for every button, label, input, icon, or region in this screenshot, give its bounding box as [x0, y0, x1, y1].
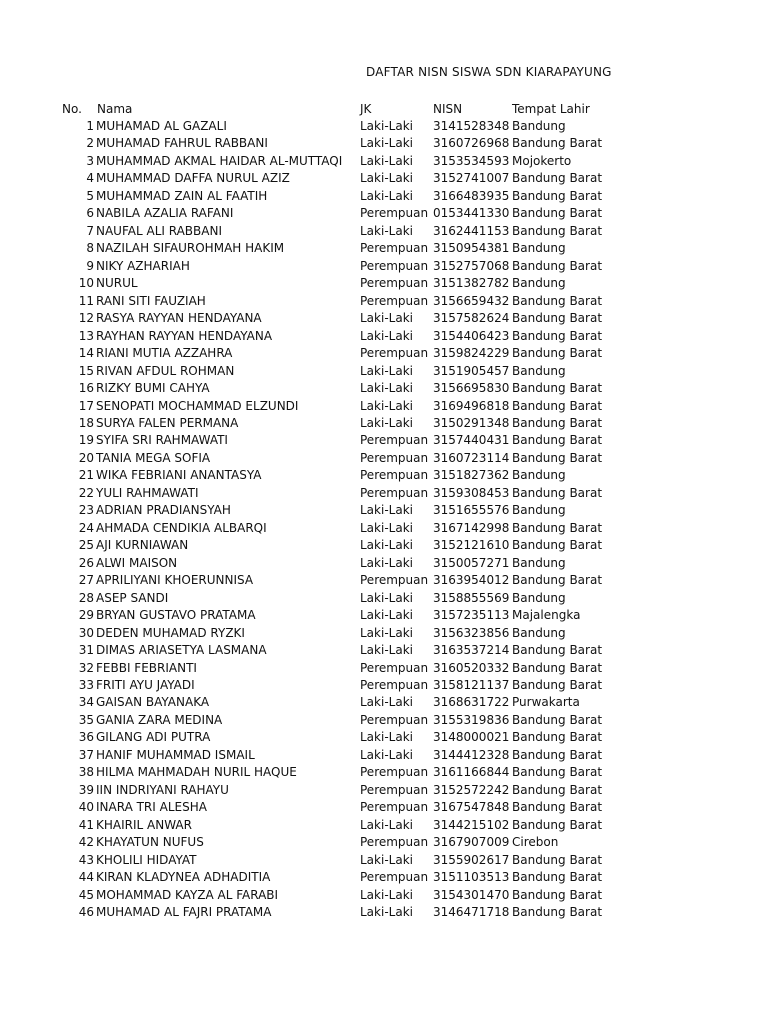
table-row [0, 432, 768, 449]
row-nisn: 3160520332 [433, 660, 510, 675]
table-row [0, 293, 768, 310]
table-row [0, 223, 768, 240]
row-no: 22 [78, 485, 94, 500]
row-jk: Perempuan [360, 293, 429, 308]
row-tempat-lahir: Bandung Barat [512, 905, 603, 920]
row-tempat-lahir: Bandung Barat [512, 678, 603, 692]
row-tempat-lahir: Bandung Barat [512, 817, 603, 832]
row-tempat-lahir: Bandung Barat [512, 887, 603, 902]
row-jk: Perempuan [360, 765, 429, 780]
row-tempat-lahir: Bandung [512, 625, 566, 640]
row-tempat-lahir: Bandung [512, 241, 566, 256]
table-row [0, 677, 768, 694]
row-nisn: 3154406423 [433, 328, 510, 343]
table-row [0, 205, 768, 222]
row-no: 37 [78, 747, 94, 762]
row-no: 44 [78, 870, 94, 885]
row-tempat-lahir: Bandung Barat [512, 747, 603, 762]
row-no: 4 [86, 171, 94, 186]
row-tempat-lahir: Bandung Barat [512, 188, 603, 203]
row-nama: MUHAMAD FAHRUL RABBANI [96, 136, 268, 151]
row-nama: ADRIAN PRADIANSYAH [96, 503, 231, 518]
row-no: 18 [78, 415, 94, 430]
row-jk: Laki-Laki [360, 747, 413, 762]
row-nisn: 3155902617 [433, 852, 510, 867]
table-row [0, 764, 768, 781]
row-no: 30 [78, 625, 94, 640]
row-no: 40 [78, 800, 94, 815]
table-row [0, 310, 768, 327]
row-jk: Laki-Laki [360, 415, 413, 430]
row-nisn: 3158121137 [433, 678, 510, 692]
row-nama: RIZKY BUMI CAHYA [96, 381, 210, 396]
row-jk: Perempuan [360, 870, 429, 885]
row-no: 26 [78, 555, 94, 570]
row-no: 31 [78, 643, 94, 658]
table-row [0, 328, 768, 345]
row-no: 8 [86, 241, 94, 256]
table-row [0, 537, 768, 554]
table-row [0, 240, 768, 257]
row-tempat-lahir: Bandung Barat [512, 538, 603, 553]
row-nama: MOHAMMAD KAYZA AL FARABI [96, 887, 279, 902]
table-row [0, 188, 768, 205]
row-nama: NAUFAL ALI RABBANI [96, 223, 222, 238]
row-nama: BRYAN GUSTAVO PRATAMA [96, 608, 256, 623]
row-jk: Laki-Laki [360, 538, 413, 553]
row-jk: Perempuan [360, 433, 429, 448]
row-no: 20 [78, 450, 94, 465]
table-row [0, 275, 768, 292]
header-nisn: NISN [433, 102, 463, 116]
table-row [0, 642, 768, 659]
row-tempat-lahir: Bandung Barat [512, 136, 603, 151]
row-tempat-lahir: Bandung [512, 276, 566, 291]
row-nisn: 3166483935 [433, 188, 510, 203]
row-tempat-lahir: Bandung Barat [512, 415, 603, 430]
table-row [0, 345, 768, 362]
row-nama: GAISAN BAYANAKA [96, 695, 210, 710]
row-nama: MUHAMMAD DAFFA NURUL AZIZ [96, 171, 290, 186]
row-tempat-lahir: Bandung Barat [512, 311, 603, 326]
row-tempat-lahir: Bandung Barat [512, 433, 603, 448]
row-nama: DIMAS ARIASETYA LASMANA [96, 643, 267, 658]
table-row [0, 607, 768, 624]
row-nama: HANIF MUHAMMAD ISMAIL [96, 747, 255, 762]
row-no: 25 [78, 538, 94, 553]
row-nama: WIKA FEBRIANI ANANTASYA [96, 468, 262, 483]
row-jk: Laki-Laki [360, 608, 413, 623]
row-no: 1 [86, 119, 94, 133]
row-tempat-lahir: Bandung [512, 555, 566, 570]
row-jk: Laki-Laki [360, 136, 413, 151]
row-nisn: 3156659432 [433, 293, 510, 308]
table-row [0, 747, 768, 764]
row-tempat-lahir: Bandung Barat [512, 381, 603, 396]
table-row [0, 555, 768, 572]
row-nisn: 3144412328 [433, 747, 510, 762]
table-row [0, 590, 768, 607]
row-tempat-lahir: Bandung Barat [512, 223, 603, 238]
row-no: 41 [78, 817, 94, 832]
row-no: 21 [78, 468, 94, 483]
row-nama: YULI RAHMAWATI [96, 485, 199, 500]
row-tempat-lahir: Bandung Barat [512, 328, 603, 343]
row-nama: NAZILAH SIFAUROHMAH HAKIM [96, 241, 285, 256]
row-nisn: 3163537214 [433, 643, 510, 658]
row-jk: Perempuan [360, 712, 429, 727]
row-jk: Laki-Laki [360, 852, 413, 867]
row-no: 36 [78, 730, 94, 745]
row-tempat-lahir: Bandung Barat [512, 800, 603, 815]
row-jk: Laki-Laki [360, 730, 413, 745]
row-jk: Laki-Laki [360, 520, 413, 535]
row-nisn: 3146471718 [433, 905, 510, 920]
row-nama: GILANG ADI PUTRA [96, 730, 211, 745]
table-row [0, 467, 768, 484]
table-row [0, 887, 768, 904]
row-jk: Perempuan [360, 206, 429, 221]
row-no: 13 [78, 328, 94, 343]
row-jk: Perempuan [360, 660, 429, 675]
row-nisn: 3161166844 [433, 765, 510, 780]
row-jk: Perempuan [360, 346, 429, 361]
row-no: 14 [78, 346, 94, 361]
row-no: 10 [78, 276, 94, 291]
row-nisn: 3148000021 [433, 730, 510, 745]
row-jk: Laki-Laki [360, 223, 413, 238]
row-tempat-lahir: Bandung Barat [512, 206, 603, 221]
row-jk: Laki-Laki [360, 555, 413, 570]
row-nisn: 3159308453 [433, 485, 510, 500]
row-nisn: 3159824229 [433, 346, 510, 361]
table-row [0, 852, 768, 869]
row-tempat-lahir: Bandung [512, 363, 566, 378]
row-no: 6 [86, 206, 94, 221]
header-tempat-lahir: Tempat Lahir [512, 102, 590, 116]
row-nama: RANI SITI FAUZIAH [96, 293, 206, 308]
table-row [0, 363, 768, 380]
row-nama: SYIFA SRI RAHMAWATI [96, 433, 228, 448]
row-nisn: 3141528348 [433, 119, 510, 133]
row-tempat-lahir: Bandung Barat [512, 450, 603, 465]
row-nisn: 3167907009 [433, 835, 510, 850]
row-tempat-lahir: Bandung [512, 590, 566, 605]
row-no: 12 [78, 311, 94, 326]
row-no: 32 [78, 660, 94, 675]
row-tempat-lahir: Bandung [512, 119, 566, 133]
row-no: 2 [86, 136, 94, 151]
row-nama: NABILA AZALIA RAFANI [96, 206, 234, 221]
row-tempat-lahir: Bandung Barat [512, 643, 603, 658]
row-tempat-lahir: Bandung Barat [512, 293, 603, 308]
row-jk: Perempuan [360, 573, 429, 588]
row-nama: IIN INDRIYANI RAHAYU [96, 782, 229, 797]
row-jk: Perempuan [360, 678, 429, 692]
table-header [0, 101, 768, 118]
row-jk: Laki-Laki [360, 171, 413, 186]
table-row [0, 625, 768, 642]
header-no: No. [62, 102, 82, 116]
row-nama: SURYA FALEN PERMANA [96, 415, 239, 430]
row-nama: AHMADA CENDIKIA ALBARQI [96, 520, 267, 535]
row-nisn: 3151103513 [433, 870, 510, 885]
row-nisn: 3156323856 [433, 625, 510, 640]
row-nama: KHAIRIL ANWAR [96, 817, 192, 832]
table-row [0, 118, 768, 135]
row-nisn: 3152572242 [433, 782, 510, 797]
row-jk: Laki-Laki [360, 363, 413, 378]
header-nama: Nama [97, 102, 133, 116]
row-jk: Perempuan [360, 782, 429, 797]
row-nama: AJI KURNIAWAN [96, 538, 189, 553]
row-nisn: 3150954381 [433, 241, 510, 256]
table-row [0, 485, 768, 502]
row-nisn: 3152741007 [433, 171, 510, 186]
row-nama: MUHAMMAD AKMAL HAIDAR AL-MUTTAQI [96, 153, 343, 168]
row-tempat-lahir: Bandung Barat [512, 782, 603, 797]
row-no: 38 [78, 765, 94, 780]
row-no: 42 [78, 835, 94, 850]
table-row [0, 817, 768, 834]
row-no: 46 [78, 905, 94, 920]
row-nama: KIRAN KLADYNEA ADHADITIA [96, 870, 271, 885]
row-no: 19 [78, 433, 94, 448]
row-no: 24 [78, 520, 94, 535]
row-tempat-lahir: Cirebon [512, 835, 559, 850]
row-tempat-lahir: Bandung Barat [512, 870, 603, 885]
row-tempat-lahir: Mojokerto [512, 153, 572, 168]
table-row [0, 450, 768, 467]
table-row [0, 135, 768, 152]
row-nisn: 3154301470 [433, 887, 510, 902]
row-tempat-lahir: Purwakarta [512, 695, 580, 710]
row-no: 7 [86, 223, 94, 238]
row-nisn: 3163954012 [433, 573, 510, 588]
row-nisn: 3168631722 [433, 695, 510, 710]
row-nama: ALWI MAISON [96, 555, 178, 570]
row-nama: RASYA RAYYAN HENDAYANA [96, 311, 262, 326]
row-tempat-lahir: Bandung Barat [512, 346, 603, 361]
row-nisn: 3157235113 [433, 608, 510, 623]
row-jk: Laki-Laki [360, 905, 413, 920]
row-nisn: 3155319836 [433, 712, 510, 727]
row-jk: Laki-Laki [360, 153, 413, 168]
table-row [0, 258, 768, 275]
table-row [0, 660, 768, 677]
table-row [0, 520, 768, 537]
row-tempat-lahir: Bandung Barat [512, 765, 603, 780]
row-tempat-lahir: Bandung [512, 503, 566, 518]
row-nama: MUHAMAD AL GAZALI [96, 119, 227, 133]
row-tempat-lahir: Bandung Barat [512, 258, 603, 273]
row-nisn: 3151655576 [433, 503, 510, 518]
table-row [0, 380, 768, 397]
row-jk: Perempuan [360, 276, 429, 291]
header-jk: JK [360, 102, 372, 116]
row-nama: ASEP SANDI [96, 590, 169, 605]
row-tempat-lahir: Bandung Barat [512, 730, 603, 745]
row-no: 17 [78, 398, 94, 413]
row-nama: DEDEN MUHAMAD RYZKI [96, 625, 245, 640]
row-nama: NURUL [96, 276, 138, 291]
row-no: 15 [78, 363, 94, 378]
table-row [0, 415, 768, 432]
row-jk: Perempuan [360, 835, 429, 850]
row-nisn: 3162441153 [433, 223, 510, 238]
row-nama: MUHAMMAD ZAIN AL FAATIH [96, 188, 268, 203]
row-no: 23 [78, 503, 94, 518]
row-jk: Laki-Laki [360, 398, 413, 413]
row-tempat-lahir: Bandung Barat [512, 398, 603, 413]
row-jk: Perempuan [360, 258, 429, 273]
row-no: 39 [78, 782, 94, 797]
row-jk: Laki-Laki [360, 625, 413, 640]
page-title: DAFTAR NISN SISWA SDN KIARAPAYUNG [366, 65, 612, 79]
table-row [0, 904, 768, 921]
row-jk: Laki-Laki [360, 887, 413, 902]
row-nama: TANIA MEGA SOFIA [96, 450, 211, 465]
row-tempat-lahir: Bandung [512, 468, 566, 483]
row-no: 34 [78, 695, 94, 710]
row-jk: Perempuan [360, 800, 429, 815]
table-row [0, 729, 768, 746]
row-nisn: 3150291348 [433, 415, 510, 430]
row-jk: Perempuan [360, 485, 429, 500]
row-no: 27 [78, 573, 94, 588]
row-nama: RAYHAN RAYYAN HENDAYANA [96, 328, 273, 343]
row-jk: Laki-Laki [360, 590, 413, 605]
row-jk: Laki-Laki [360, 188, 413, 203]
row-jk: Laki-Laki [360, 119, 413, 133]
table-row [0, 869, 768, 886]
row-nisn: 3158855569 [433, 590, 510, 605]
row-nama: KHOLILI HIDAYAT [96, 852, 197, 867]
row-tempat-lahir: Bandung Barat [512, 660, 603, 675]
row-jk: Perempuan [360, 468, 429, 483]
row-no: 45 [78, 887, 94, 902]
row-no: 28 [78, 590, 94, 605]
row-tempat-lahir: Bandung Barat [512, 852, 603, 867]
row-tempat-lahir: Majalengka [512, 608, 581, 623]
table-row [0, 572, 768, 589]
table-row [0, 170, 768, 187]
row-nama: RIANI MUTIA AZZAHRA [96, 346, 233, 361]
row-tempat-lahir: Bandung Barat [512, 573, 603, 588]
row-no: 11 [78, 293, 94, 308]
row-nama: MUHAMAD AL FAJRI PRATAMA [96, 905, 272, 920]
row-nisn: 0153441330 [433, 206, 510, 221]
row-nama: INARA TRI ALESHA [96, 800, 207, 815]
row-tempat-lahir: Bandung Barat [512, 520, 603, 535]
row-nama: NIKY AZHARIAH [96, 258, 190, 273]
row-jk: Laki-Laki [360, 311, 413, 326]
row-no: 3 [86, 153, 94, 168]
row-nisn: 3151905457 [433, 363, 510, 378]
row-nama: FRITI AYU JAYADI [96, 678, 195, 692]
row-nisn: 3144215102 [433, 817, 510, 832]
row-nisn: 3157582624 [433, 311, 510, 326]
row-nisn: 3160723114 [433, 450, 510, 465]
table-row [0, 502, 768, 519]
row-tempat-lahir: Bandung Barat [512, 171, 603, 186]
row-nisn: 3153534593 [433, 153, 510, 168]
row-no: 5 [86, 188, 94, 203]
row-nama: KHAYATUN NUFUS [96, 835, 204, 850]
row-jk: Laki-Laki [360, 695, 413, 710]
row-nisn: 3151382782 [433, 276, 510, 291]
row-no: 43 [78, 852, 94, 867]
row-nisn: 3157440431 [433, 433, 510, 448]
row-nisn: 3151827362 [433, 468, 510, 483]
row-no: 29 [78, 608, 94, 623]
table-row [0, 782, 768, 799]
table-row [0, 694, 768, 711]
row-nama: RIVAN AFDUL ROHMAN [96, 363, 235, 378]
row-tempat-lahir: Bandung Barat [512, 712, 603, 727]
row-no: 16 [78, 381, 94, 396]
row-nisn: 3167547848 [433, 800, 510, 815]
row-jk: Laki-Laki [360, 817, 413, 832]
row-nisn: 3152757068 [433, 258, 510, 273]
row-no: 9 [86, 258, 94, 273]
row-nama: FEBBI FEBRIANTI [96, 660, 197, 675]
table-row [0, 153, 768, 170]
row-no: 35 [78, 712, 94, 727]
row-nama: SENOPATI MOCHAMMAD ELZUNDI [96, 398, 299, 413]
row-nisn: 3152121610 [433, 538, 510, 553]
row-no: 33 [78, 678, 94, 692]
row-nisn: 3160726968 [433, 136, 510, 151]
row-jk: Perempuan [360, 450, 429, 465]
row-nama: HILMA MAHMADAH NURIL HAQUE [96, 765, 297, 780]
row-nisn: 3169496818 [433, 398, 510, 413]
row-jk: Perempuan [360, 241, 429, 256]
row-nisn: 3150057271 [433, 555, 510, 570]
row-nama: GANIA ZARA MEDINA [96, 712, 223, 727]
table-row [0, 398, 768, 415]
row-jk: Laki-Laki [360, 643, 413, 658]
row-jk: Laki-Laki [360, 381, 413, 396]
table-row [0, 712, 768, 729]
row-jk: Laki-Laki [360, 503, 413, 518]
row-nisn: 3156695830 [433, 381, 510, 396]
row-nama: APRILIYANI KHOERUNNISA [96, 573, 254, 588]
row-jk: Laki-Laki [360, 328, 413, 343]
table-row [0, 834, 768, 851]
student-table [0, 118, 768, 922]
table-row [0, 799, 768, 816]
row-nisn: 3167142998 [433, 520, 510, 535]
row-tempat-lahir: Bandung Barat [512, 485, 603, 500]
